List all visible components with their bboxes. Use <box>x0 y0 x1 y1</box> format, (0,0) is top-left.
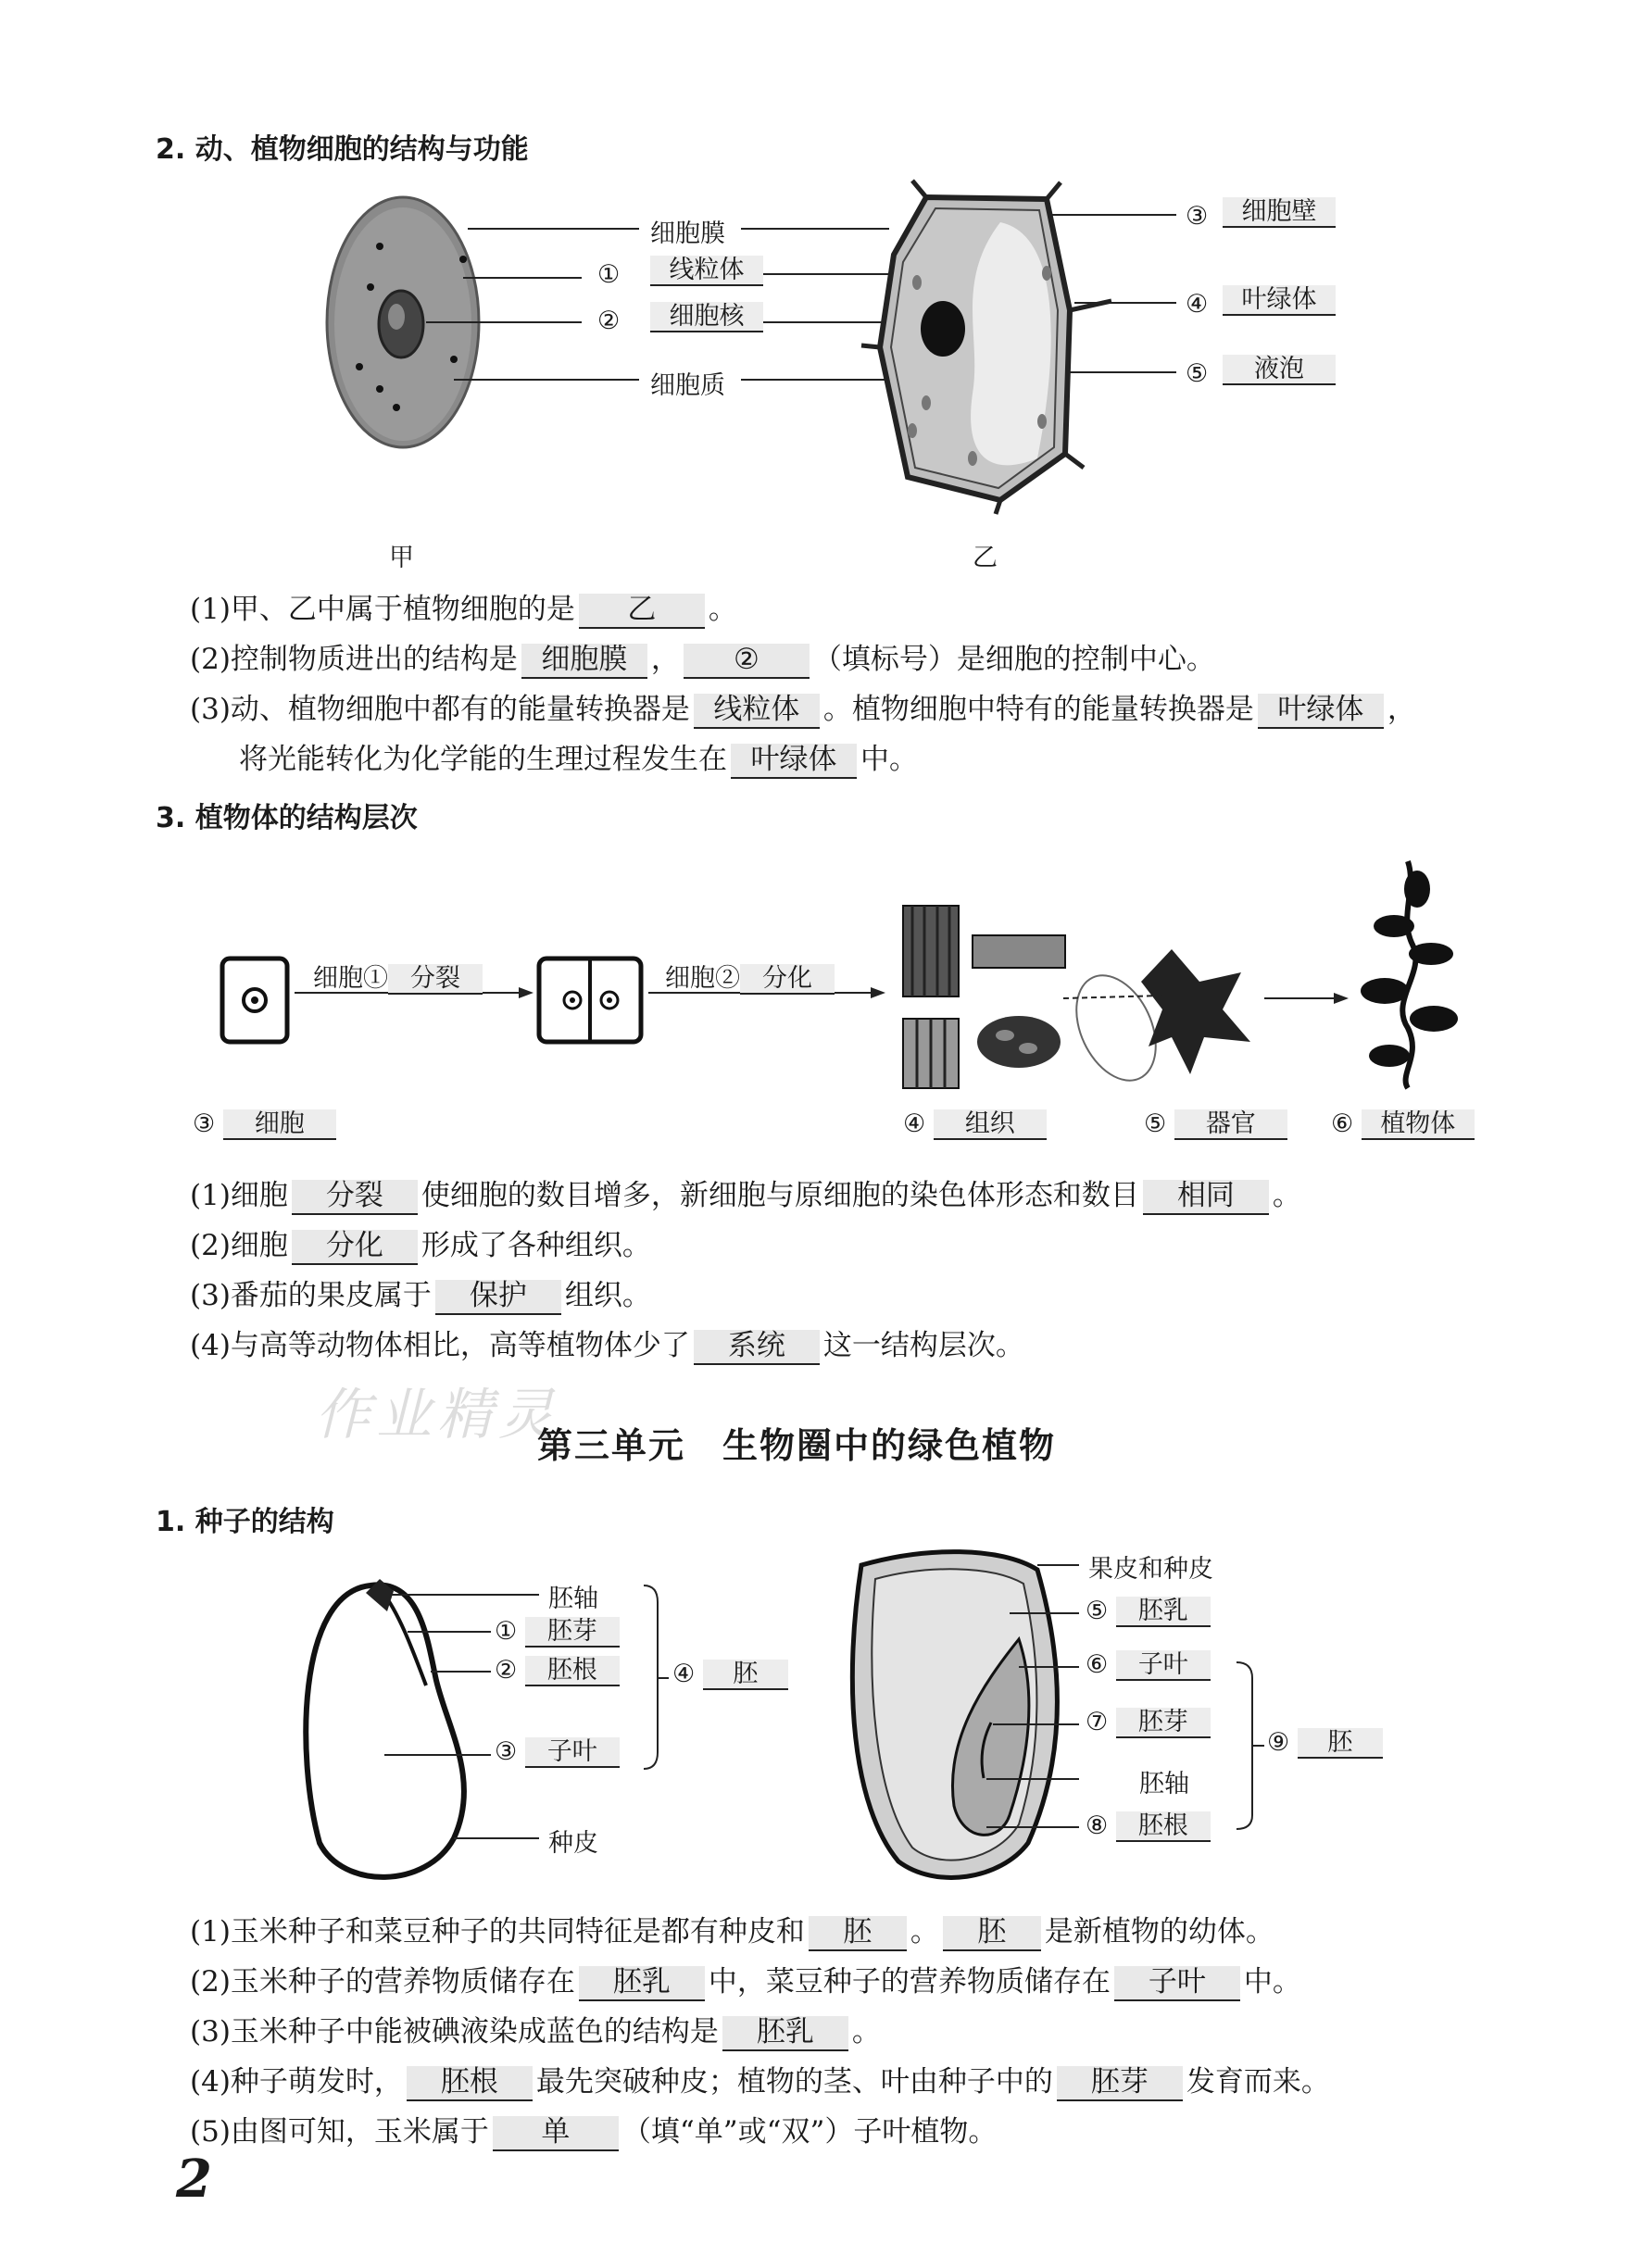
answer-seed-4a: 胚根 <box>407 2066 533 2101</box>
caption-jia: 甲 <box>389 544 414 572</box>
label-nucleus: 细胞核 <box>650 302 763 332</box>
question-s2-3b: 将光能转化为化学能的生理过程发生在 叶绿体 中。 <box>239 735 918 779</box>
label-num-4: ④ <box>1186 290 1209 319</box>
corn-label-pericarp: 果皮和种皮 <box>1088 1555 1213 1584</box>
question-seed-1: (1)玉米种子和菜豆种子的共同特征是都有种皮和 胚 。 胚 是新植物的幼体。 <box>190 1908 1274 1951</box>
answer-s2-3b: 叶绿体 <box>1258 694 1384 729</box>
bean-label-cotyledon: ③ 子叶 <box>495 1737 620 1768</box>
label-num-3: ③ <box>1186 202 1209 231</box>
level-tissue: ④ 组织 <box>903 1109 1047 1140</box>
watermark: 作业精灵 <box>315 1383 559 1447</box>
section-title-levels: 3. 植物体的结构层次 <box>156 802 418 834</box>
answer-seed-1a: 胚 <box>809 1916 907 1951</box>
question-seed-3: (3)玉米种子中能被碘液染成蓝色的结构是 胚乳 。 <box>190 2008 881 2051</box>
answer-s2-2b: ② <box>684 644 810 679</box>
answer-s2-1: 乙 <box>579 594 705 629</box>
answer-s2-3a: 线粒体 <box>694 694 820 729</box>
section-title-cells: 2. 动、植物细胞的结构与功能 <box>156 133 529 166</box>
label-mitochondria: 线粒体 <box>650 256 763 286</box>
level-cell: ③ 细胞 <box>193 1109 336 1140</box>
label-cell-membrane: 细胞膜 <box>650 219 725 248</box>
answer-s3-1a: 分裂 <box>292 1180 418 1215</box>
arrow1-label: 细胞① 分裂 <box>313 958 483 995</box>
answer-s3-2: 分化 <box>292 1230 418 1265</box>
answer-s3-1b: 相同 <box>1143 1180 1269 1215</box>
question-s2-2: (2)控制物质进出的结构是 细胞膜 ， ② （填标号）是细胞的控制中心。 <box>190 635 1215 679</box>
bean-label-plumule: ① 胚芽 <box>495 1617 620 1648</box>
level-organ: ⑤ 器官 <box>1144 1109 1287 1140</box>
corn-label-plumule: ⑦ 胚芽 <box>1086 1708 1211 1738</box>
question-s3-4: (4)与高等动物体相比，高等植物体少了 系统 这一结构层次。 <box>190 1322 1024 1365</box>
answer-s2-3c: 叶绿体 <box>731 744 857 779</box>
corn-label-axis: 胚轴 <box>1139 1770 1189 1798</box>
arrow2-label: 细胞② 分化 <box>665 958 835 995</box>
bean-label-radicle: ② 胚根 <box>495 1656 620 1686</box>
label-vacuole: 液泡 <box>1223 355 1336 385</box>
corn-label-cotyledon: ⑥ 子叶 <box>1086 1650 1211 1681</box>
question-seed-5: (5)由图可知，玉米属于 单 （填“单”或“双”）子叶植物。 <box>190 2108 997 2151</box>
question-s3-3: (3)番茄的果皮属于 保护 组织。 <box>190 1272 651 1315</box>
question-seed-4: (4)种子萌发时， 胚根 最先突破种皮；植物的茎、叶由种子中的 胚芽 发育而来。 <box>190 2058 1330 2101</box>
answer-seed-1b: 胚 <box>943 1916 1041 1951</box>
corn-label-radicle: ⑧ 胚根 <box>1086 1811 1211 1842</box>
corn-label-embryo: ⑨ 胚 <box>1267 1728 1383 1759</box>
answer-seed-5: 单 <box>493 2116 619 2151</box>
corn-label-endosperm: ⑤ 胚乳 <box>1086 1597 1211 1627</box>
question-s3-1: (1)细胞 分裂 使细胞的数目增多，新细胞与原细胞的染色体形态和数目 相同 。 <box>190 1172 1301 1215</box>
label-chloroplast: 叶绿体 <box>1223 285 1336 316</box>
answer-seed-3: 胚乳 <box>722 2016 848 2051</box>
label-num-5: ⑤ <box>1186 359 1209 388</box>
label-cell-wall: 细胞壁 <box>1223 197 1336 228</box>
answer-s3-3: 保护 <box>435 1280 561 1315</box>
answer-seed-2a: 胚乳 <box>579 1966 705 2001</box>
answer-s2-2a: 细胞膜 <box>521 644 647 679</box>
bean-label-coat: 种皮 <box>548 1829 598 1858</box>
bean-label-axis: 胚轴 <box>548 1585 598 1613</box>
question-s3-2: (2)细胞 分化 形成了各种组织。 <box>190 1222 651 1265</box>
question-s2-1: (1)甲、乙中属于植物细胞的是 乙 。 <box>190 585 737 629</box>
answer-seed-2b: 子叶 <box>1114 1966 1240 2001</box>
unit-title: 第三单元 生物圈中的绿色植物 <box>537 1425 1057 1466</box>
question-seed-2: (2)玉米种子的营养物质储存在 胚乳 中，菜豆种子的营养物质储存在 子叶 中。 <box>190 1958 1301 2001</box>
answer-s3-4: 系统 <box>694 1330 820 1365</box>
label-num-2: ② <box>597 307 621 335</box>
page-number: 2 <box>176 2149 212 2210</box>
question-s2-3: (3)动、植物细胞中都有的能量转换器是 线粒体 。植物细胞中特有的能量转换器是 叶绿体 ， <box>190 685 1416 729</box>
section-title-seed: 1. 种子的结构 <box>156 1506 334 1538</box>
label-cytoplasm: 细胞质 <box>650 371 725 400</box>
level-plant: ⑥ 植物体 <box>1331 1109 1475 1140</box>
label-num-1: ① <box>597 260 621 289</box>
caption-yi: 乙 <box>973 544 998 572</box>
bean-label-embryo: ④ 胚 <box>672 1660 788 1690</box>
answer-seed-4b: 胚芽 <box>1057 2066 1183 2101</box>
